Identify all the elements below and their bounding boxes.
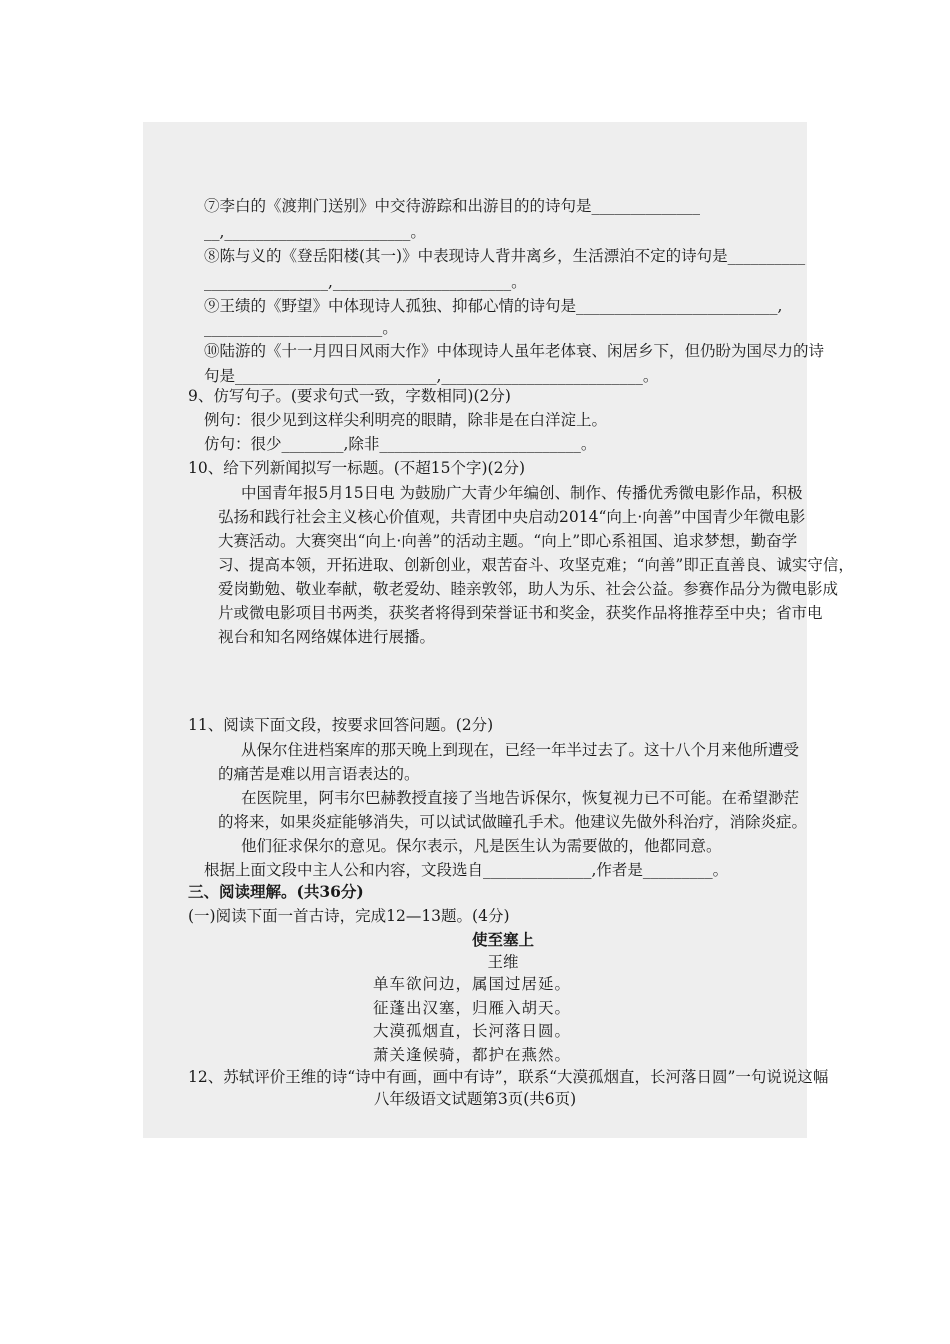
item-8-line2: ________________,_______________________。 — [204, 273, 527, 291]
q11-answer: 根据上面文段中主人公和内容，文段选自______________,作者是_________。 — [204, 861, 729, 879]
section-3-heading: 三、阅读理解。(共36分) — [188, 882, 364, 901]
q9-example: 例句：很少见到这样尖利明亮的眼睛，除非是在白洋淀上。 — [204, 411, 608, 429]
poem-line: 单车欲问边，属国过居延。 — [373, 975, 572, 993]
q10-text-line: 片或微电影项目书两类，获奖者将得到荣誉证书和奖金，获奖作品将推荐至中央；省市电 — [218, 604, 823, 622]
poem-title: 使至塞上 — [471, 930, 534, 949]
poem-author: 王维 — [487, 953, 519, 971]
q9-imitate: 仿句：很少________,除非__________________________。 — [204, 435, 597, 453]
item-10-line1: ⑩陆游的《十一月四日风雨大作》中体现诗人虽年老体衰、闲居乡下，但仍盼为国尽力的诗 — [204, 342, 825, 360]
item-10-line2: 句是__________________________,__________________________。 — [204, 367, 659, 385]
poem-line: 萧关逢候骑，都护在燕然。 — [373, 1046, 572, 1064]
item-8-line1: ⑧陈与义的《登岳阳楼(其一)》中表现诗人背井离乡，生活漂泊不定的诗句是__________ — [204, 247, 806, 265]
q10-text-line: 习、提高本领，开拓进取、创新创业，艰苦奋斗、攻坚克难；“向善”即正直善良、诚实守信， — [218, 556, 854, 574]
poem-line: 征蓬出汉塞，归雁入胡天。 — [373, 999, 572, 1017]
q11-title: 11、阅读下面文段，按要求回答问题。(2分) — [188, 716, 494, 734]
q10-text-line: 大赛活动。大赛突出“向上·向善”的活动主题。“向上”即心系祖国、追求梦想，勤奋学 — [218, 532, 798, 550]
q9-title: 9、仿写句子。(要求句式一致，字数相同)(2分) — [188, 387, 511, 405]
item-7-line2: __,________________________。 — [204, 223, 426, 241]
q11-text-line: 在医院里，阿韦尔巴赫教授直接了当地告诉保尔，恢复视力已不可能。在希望渺茫 — [241, 789, 800, 807]
q10-text-line: 弘扬和践行社会主义核心价值观，共青团中央启动2014“向上·向善”中国青少年微电影 — [218, 508, 806, 526]
q12-text: 12、苏轼评价王维的诗“诗中有画，画中有诗”，联系“大漠孤烟直，长河落日圆”一句说说这幅 — [188, 1068, 829, 1086]
q10-text-line: 中国青年报5月15日电 为鼓励广大青少年编创、制作、传播优秀微电影作品，积极 — [241, 484, 803, 502]
part-1-heading: (一)阅读下面一首古诗，完成12—13题。(4分) — [188, 907, 510, 925]
q11-text-line: 的痛苦是难以用言语表达的。 — [218, 765, 420, 783]
item-9-line1: ⑨王绩的《野望》中体现诗人孤独、抑郁心情的诗句是__________________________, — [204, 297, 783, 315]
q11-text-line: 从保尔住进档案库的那天晚上到现在，已经一年半过去了。这十八个月来他所遭受 — [241, 741, 800, 759]
item-7-line1: ⑦李白的《渡荆门送别》中交待游踪和出游目的的诗句是______________ — [204, 197, 701, 215]
q11-text-line: 的将来，如果炎症能够消失，可以试试做瞳孔手术。他建议先做外科治疗，消除炎症。 — [218, 813, 808, 831]
item-9-line2: _______________________。 — [204, 319, 398, 337]
q11-text-line: 他们征求保尔的意见。保尔表示，凡是医生认为需要做的，他都同意。 — [241, 837, 722, 855]
poem-line: 大漠孤烟直，长河落日圆。 — [373, 1022, 572, 1040]
q10-text-line: 视台和知名网络媒体进行展播。 — [218, 628, 436, 646]
q10-text-line: 爱岗勤勉、敬业奉献，敬老爱幼、睦亲敦邻，助人为乐、社会公益。参赛作品分为微电影成 — [218, 580, 839, 598]
page-footer: 八年级语文试题第3页(共6页) — [373, 1090, 577, 1108]
q10-title: 10、给下列新闻拟写一标题。(不超15个字)(2分) — [188, 459, 525, 477]
